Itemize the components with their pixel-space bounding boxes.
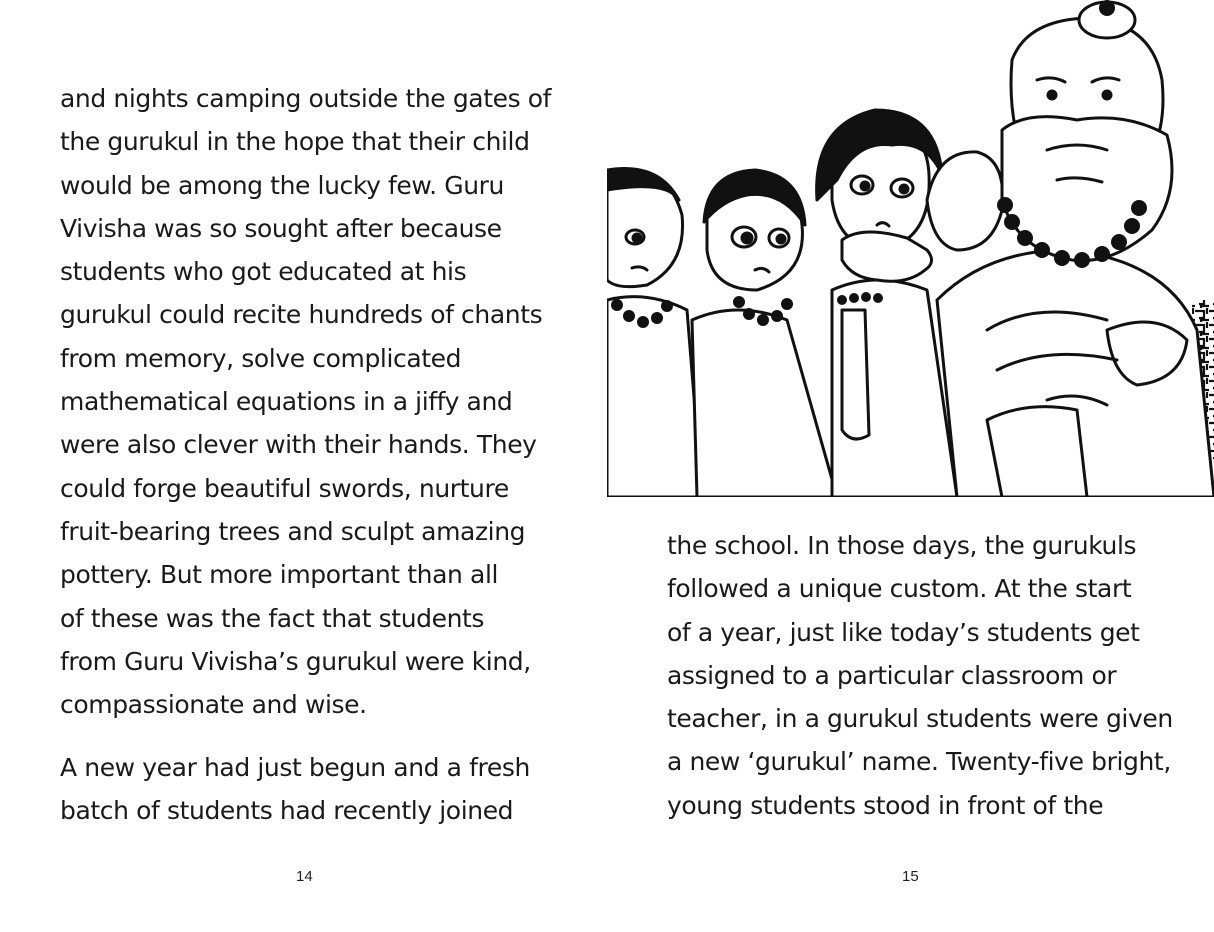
text-line: mathematical equations in a jiffy and [60,387,513,417]
text-line: from memory, solve complicated [60,343,462,373]
text-line: followed a unique custom. At the start [667,574,1132,604]
text-line: could forge beautiful swords, nurture [60,473,509,503]
right-paragraph-1 [667,524,1173,827]
text-line: of a year, just like today’s students get [667,617,1140,647]
text-line: the gurukul in the hope that their child [60,127,530,157]
text-line: from Guru Vivisha’s gurukul were kind, [60,646,531,676]
text-line: students who got educated at his [60,257,467,287]
text-line: Vivisha was so sought after because [60,213,502,243]
text-line: pottery. But more important than all [60,560,499,590]
text-line: were also clever with their hands. They [60,430,537,460]
page-number-right: 15 [902,868,919,885]
text-line: of these was the fact that students [60,603,485,633]
guru-and-students-illustration [607,0,1214,497]
text-line: assigned to a particular classroom or [667,660,1117,690]
text-line: teacher, in a gurukul students were given [667,704,1173,734]
text-line: batch of students had recently joined [60,796,514,826]
left-paragraph-1 [60,77,551,726]
right-page [607,0,1214,932]
text-line: gurukul could recite hundreds of chants [60,300,543,330]
text-line: fruit-bearing trees and sculpt amazing [60,516,526,546]
left-paragraph-2 [60,746,530,833]
text-line: A new year had just begun and a fresh [60,753,530,782]
text-line: young students stood in front of the [667,790,1104,820]
page-number-left: 14 [296,868,313,885]
text-line: the school. In those days, the gurukuls [667,531,1137,560]
text-line: a new ‘gurukul’ name. Twenty-five bright, [667,747,1171,777]
text-line: compassionate and wise. [60,690,367,720]
text-line: would be among the lucky few. Guru [60,170,504,200]
text-line: and nights camping outside the gates of [60,84,552,113]
